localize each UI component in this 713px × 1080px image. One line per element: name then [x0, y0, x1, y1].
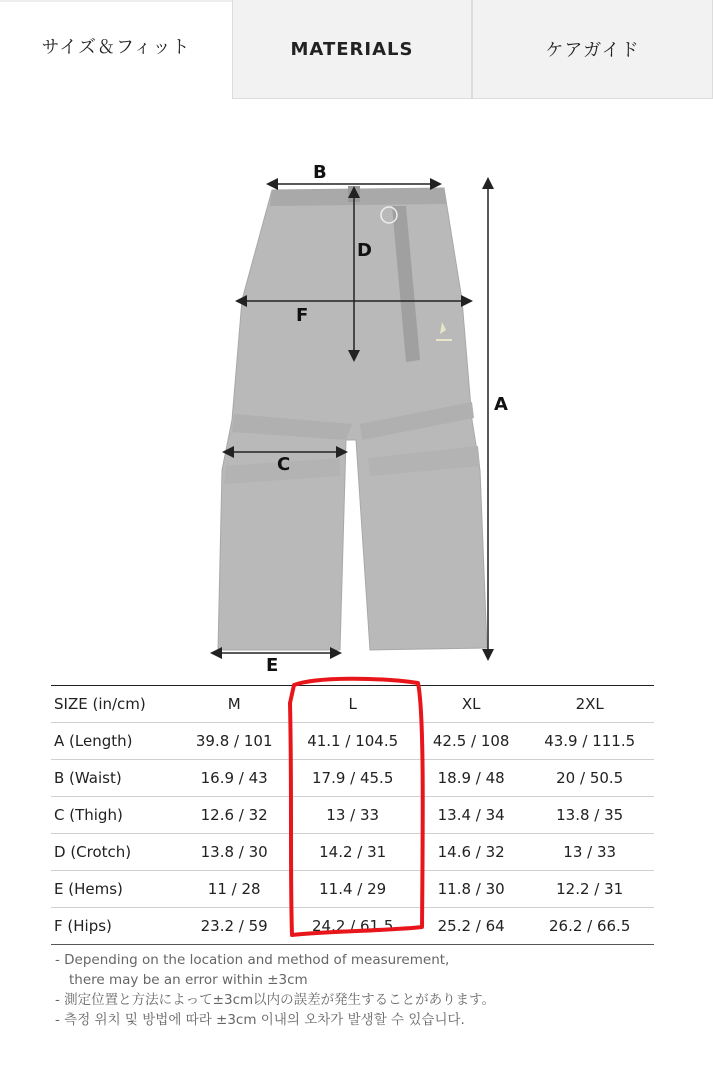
table-header-l: L: [288, 686, 417, 723]
table-row: C (Thigh) 12.6 / 32 13 / 33 13.4 / 34 13.8 / 35: [51, 797, 654, 834]
table-row: D (Crotch) 13.8 / 30 14.2 / 31 14.6 / 32 13 / 33: [51, 834, 654, 871]
label-c: C: [277, 454, 291, 475]
table-header-label: SIZE (in/cm): [51, 686, 180, 723]
note-japanese: - 測定位置と方法によって±3cm以内の誤差が発生することがあります。: [55, 992, 496, 1008]
note-english-cont: there may be an error within ±3cm: [69, 972, 308, 988]
note-korean: - 측정 위치 및 방법에 따라 ±3cm 이내의 오차가 발생할 수 있습니다.: [55, 1012, 465, 1028]
size-table: [51, 685, 654, 945]
table-row: A (Length) 39.8 / 101 41.1 / 104.5 42.5 / 108 43.9 / 111.5: [51, 723, 654, 760]
table-row: E (Hems) 11 / 28 11.4 / 29 11.8 / 30 12.2 / 31: [51, 871, 654, 908]
label-b: B: [313, 162, 327, 183]
label-a: A: [494, 394, 508, 415]
label-d: D: [357, 240, 372, 261]
table-header-xl: XL: [417, 686, 525, 723]
table-row: B (Waist) 16.9 / 43 17.9 / 45.5 18.9 / 48 20 / 50.5: [51, 760, 654, 797]
table-header-2xl: 2XL: [525, 686, 654, 723]
table-row: F (Hips) 23.2 / 59 24.2 / 61.5 25.2 / 64 26.2 / 66.5: [51, 908, 654, 945]
note-english: - Depending on the location and method of measurement,: [55, 952, 450, 968]
measurement-notes: [55, 950, 695, 1030]
tab-size-fit[interactable]: サイズ＆フィット: [0, 0, 232, 99]
label-f: F: [296, 305, 309, 326]
tab-materials[interactable]: MATERIALS: [232, 0, 472, 99]
table-header-m: M: [180, 686, 288, 723]
label-e: E: [266, 655, 279, 676]
table-header-row: [51, 686, 654, 723]
tab-care-guide[interactable]: ケアガイド: [472, 0, 713, 99]
